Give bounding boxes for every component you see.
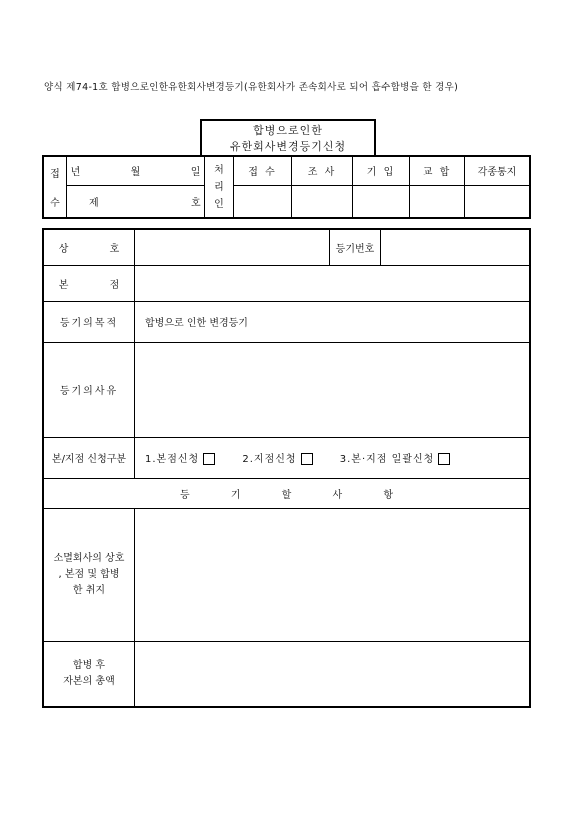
option-bulk[interactable]: 3.본·지점 일괄신청 [340,450,451,465]
cell-josa[interactable] [292,185,353,218]
head-office-field[interactable] [135,265,531,301]
branch-type-label: 본/지점 신청구분 [43,437,135,478]
capital-field[interactable] [135,641,531,707]
trade-name-field[interactable] [135,229,330,265]
head-office-checkbox[interactable] [203,453,215,465]
form-title-line2: 유한회사변경등기신청 [229,140,347,153]
receipt-table [42,155,531,219]
col-notice: 각종통지 [465,156,531,185]
dissolved-company-field[interactable] [135,508,531,641]
purpose-label: 등기의목적 [43,301,135,342]
process-label: 처 리 인 [205,156,234,218]
trade-name-label: 상 호 [43,229,135,265]
option-head-office[interactable]: 1.본점신청 [145,450,215,465]
application-table [42,228,531,708]
receipt-label: 접 수 [43,156,67,218]
form-caption: 양식 제74-1호 합병으로인한유한회사변경등기(유한회사가 존속회사로 되어 흡수합병을 한 경우) [44,82,459,93]
option-branch[interactable]: 2.지점신청 [242,450,312,465]
bulk-checkbox[interactable] [438,453,450,465]
col-giip: 기 입 [353,156,410,185]
receipt-number: 제 호 [67,185,205,218]
reg-no-field[interactable] [381,229,531,265]
cell-gyohap[interactable] [410,185,465,218]
reason-field[interactable] [135,342,531,437]
cell-jeopsu[interactable] [234,185,292,218]
cell-giip[interactable] [353,185,410,218]
col-gyohap: 교 합 [410,156,465,185]
matters-header: 등 기 할 사 항 [43,478,530,508]
reason-label: 등기의사유 [43,342,135,437]
receipt-date: 년 월 일 [67,156,205,185]
branch-checkbox[interactable] [301,453,313,465]
form-title [200,119,376,155]
branch-type-options [135,437,531,478]
capital-label: 합병 후 자본의 총액 [43,641,135,707]
col-josa: 조 사 [292,156,353,185]
reg-no-label: 등기번호 [330,229,381,265]
form-title-line1: 합병으로인한 [253,124,323,137]
purpose-value: 합병으로 인한 변경등기 [135,301,531,342]
cell-notice[interactable] [465,185,531,218]
col-jeopsu: 접 수 [234,156,292,185]
head-office-label: 본 점 [43,265,135,301]
dissolved-company-label: 소멸회사의 상호 , 본점 및 합병 한 취지 [43,508,135,641]
